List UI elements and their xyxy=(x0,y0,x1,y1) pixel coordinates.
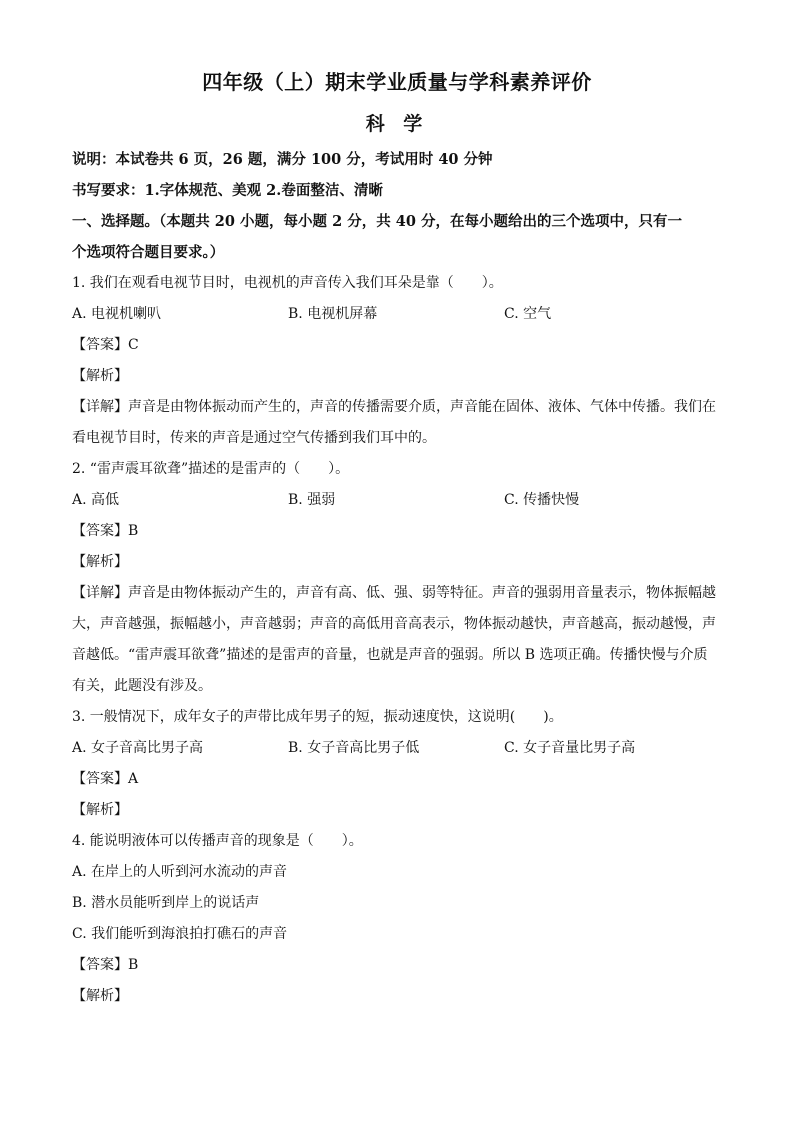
analysis-label: 【解析】 xyxy=(72,802,128,818)
answer: 【答案】B xyxy=(72,957,139,973)
question-stem: 4. 能说明液体可以传播声音的现象是（ ）。 xyxy=(72,833,363,849)
analysis-label: 【解析】 xyxy=(72,368,128,384)
option-b: B. 电视机屏幕 xyxy=(288,306,378,322)
answer: 【答案】C xyxy=(72,337,139,353)
question-stem: 1. 我们在观看电视节目时，电视机的声音传入我们耳朵是靠（ ）。 xyxy=(72,275,503,291)
section-heading-line-2: 个选项符合题目要求。） xyxy=(72,244,225,261)
question-1 xyxy=(72,268,722,454)
option-b: B. 强弱 xyxy=(288,492,336,508)
option-b: B. 女子音高比男子低 xyxy=(288,740,420,756)
question-options xyxy=(72,299,722,330)
page-title: 四年级（上）期末学业质量与学科素养评价 xyxy=(202,70,592,94)
option-c: C. 空气 xyxy=(504,306,552,322)
question-stem: 3. 一般情况下，成年女子的声带比成年男子的短，振动速度快，这说明( )。 xyxy=(72,709,563,725)
question-2 xyxy=(72,454,722,702)
question-options xyxy=(72,733,722,764)
question-3 xyxy=(72,702,722,826)
answer: 【答案】A xyxy=(72,771,139,787)
option-a: A. 在岸上的人听到河水流动的声音 xyxy=(72,864,288,880)
subject-title: 科 学 xyxy=(365,113,429,135)
answer: 【答案】B xyxy=(72,523,139,539)
option-c: C. 传播快慢 xyxy=(504,492,580,508)
section-heading-line-1: 一、选择题。（本题共 20 小题，每小题 2 分，共 40 分，在每小题给出的三个选项中，只有一 xyxy=(72,213,682,230)
option-a: A. 高低 xyxy=(72,492,120,508)
detail-line: 【详解】声音是由物体振动产生的，声音有高、低、强、弱等特征。声音的强弱用音量表示，物体振幅越 xyxy=(72,585,716,601)
detail-line: 音越低。“雷声震耳欲聋”描述的是雷声的音量，也就是声音的强弱。所以 B 选项正确。传播快慢与介质 xyxy=(72,647,708,663)
option-a: A. 女子音高比男子高 xyxy=(72,740,204,756)
analysis-label: 【解析】 xyxy=(72,988,128,1004)
detail-line: 看电视节目时，传来的声音是通过空气传播到我们耳中的。 xyxy=(72,430,436,446)
option-c: C. 我们能听到海浪拍打礁石的声音 xyxy=(72,926,288,942)
option-c: C. 女子音量比男子高 xyxy=(504,740,636,756)
detail-line: 有关，此题没有涉及。 xyxy=(72,678,212,694)
detail-line: 【详解】声音是由物体振动而产生的，声音的传播需要介质，声音能在固体、液体、气体中传播。我们在 xyxy=(72,399,716,415)
exam-note: 说明：本试卷共 6 页，26 题，满分 100 分，考试用时 40 分钟 xyxy=(72,151,493,168)
writing-requirements: 书写要求：1.字体规范、美观 2.卷面整洁、清晰 xyxy=(72,182,383,199)
question-options xyxy=(72,485,722,516)
detail-line: 大，声音越强，振幅越小，声音越弱；声音的高低用音高表示，物体振动越快，声音越高，振动越慢，声 xyxy=(72,616,716,632)
analysis-label: 【解析】 xyxy=(72,554,128,570)
option-b: B. 潜水员能听到岸上的说话声 xyxy=(72,895,260,911)
option-a: A. 电视机喇叭 xyxy=(72,306,162,322)
question-stem: 2. “雷声震耳欲聋”描述的是雷声的（ ）。 xyxy=(72,461,350,477)
question-4 xyxy=(72,826,722,1012)
